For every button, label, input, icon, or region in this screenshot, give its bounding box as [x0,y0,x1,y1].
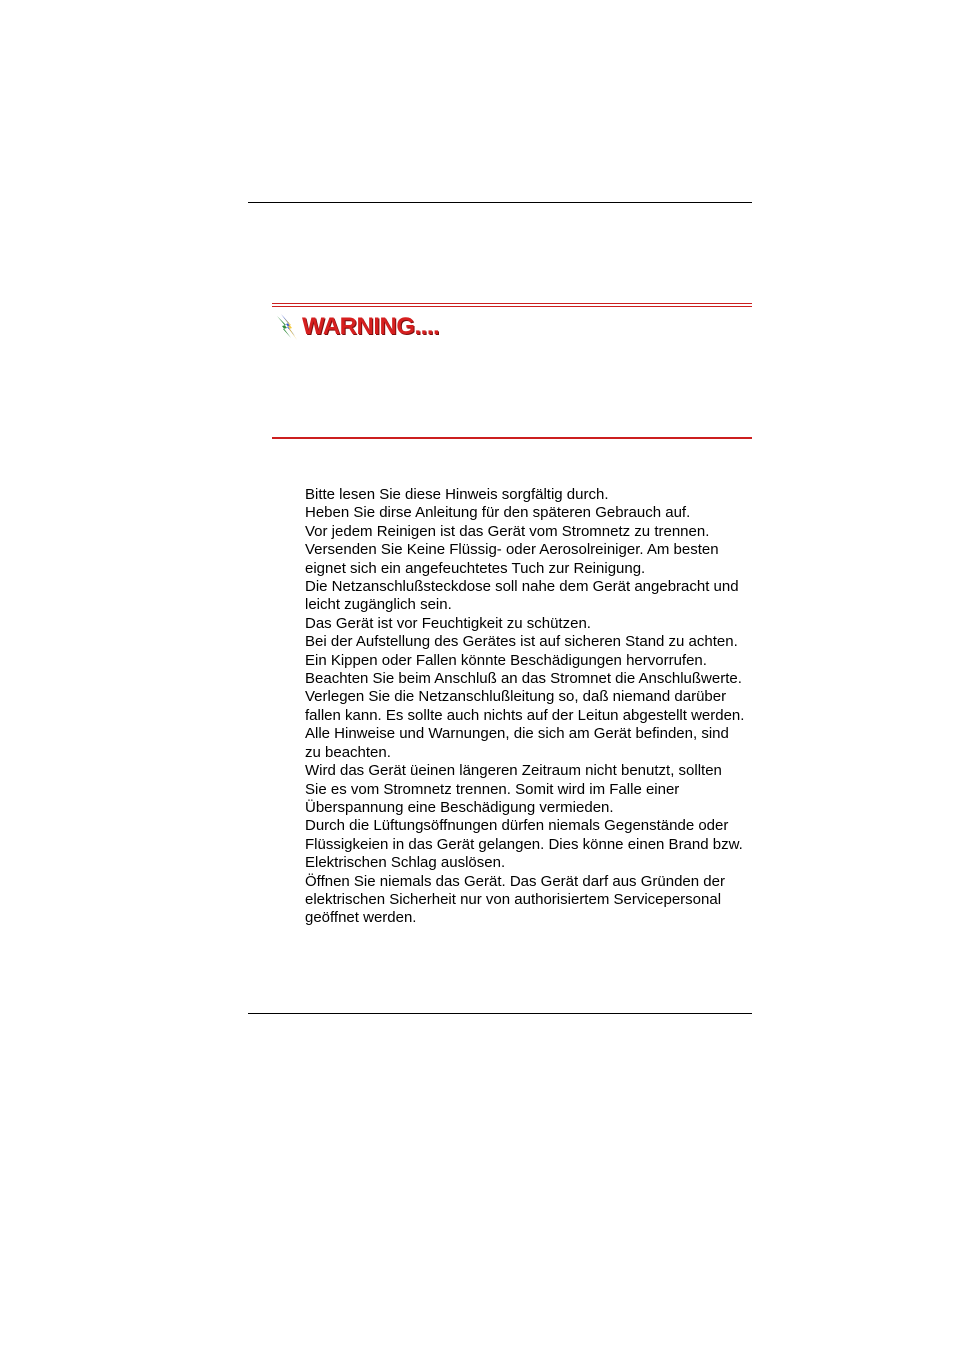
instruction-paragraph: Das Gerät ist vor Feuchtigkeit zu schützen. [305,614,591,632]
warning-bottom-rule [272,437,752,439]
instruction-paragraph: Vor jedem Reinigen ist das Gerät vom Stromnetz zu trennen. [305,522,710,540]
instruction-paragraph: Verlegen Sie die Netzanschlußleitung so, daß niemand darüber fallen kann. Es sollte auch nichts auf der Leitun abgestellt werden. [305,688,745,724]
lightning-arrow-icon [275,312,299,342]
instruction-paragraph: Bei der Aufstellung des Gerätes ist auf sicheren Stand zu achten. Ein Kippen oder Fallen könnte Beschädigungen hervorrufen. [305,633,738,669]
instruction-paragraph: Wird das Gerät üeinen längeren Zeitraum nicht benutzt, sollten Sie es vom Stromnetz trennen. Somit wird im Falle einer Überspannung eine Beschädigung vermieden. [305,762,722,816]
instruction-paragraph: Durch die Lüftungsöffnungen dürfen niemals Gegenstände oder Flüssigkeien in das Gerät gelangen. Dies könne einen Brand bzw. Elektrischen Schlag auslösen. [305,817,743,872]
instruction-paragraph: Beachten Sie beim Anschluß an das Stromnet die Anschlußwerte. [305,670,742,688]
instruction-paragraph: Heben Sie dirse Anleitung für den späteren Gebrauch auf. [305,504,691,522]
instruction-paragraph: Die Netzanschlußsteckdose soll nahe dem Gerät angebracht und leicht zugänglich sein. [305,578,739,614]
instruction-paragraph: Bitte lesen Sie diese Hinweis sorgfältig durch. [305,486,609,503]
top-rule [248,202,752,203]
instruction-paragraph: Versenden Sie Keine Flüssig- oder Aerosolreiniger. Am besten eignet sich ein angefeuchtetes Tuch zur Reinigung. [305,541,719,577]
safety-instructions [305,486,745,928]
warning-title: WARNING.... [302,313,440,340]
bottom-rule [248,1013,752,1014]
warning-header [275,310,439,344]
warning-top-rule [272,303,752,307]
instruction-paragraph: Öffnen Sie niemals das Gerät. Das Gerät darf aus Gründen der elektrischen Sicherheit nur von authorisiertem Servicepersonal geöffnet werden. [305,872,725,927]
instruction-paragraph: Alle Hinweise und Warnungen, die sich am Gerät befinden, sind zu beachten. [305,725,729,761]
